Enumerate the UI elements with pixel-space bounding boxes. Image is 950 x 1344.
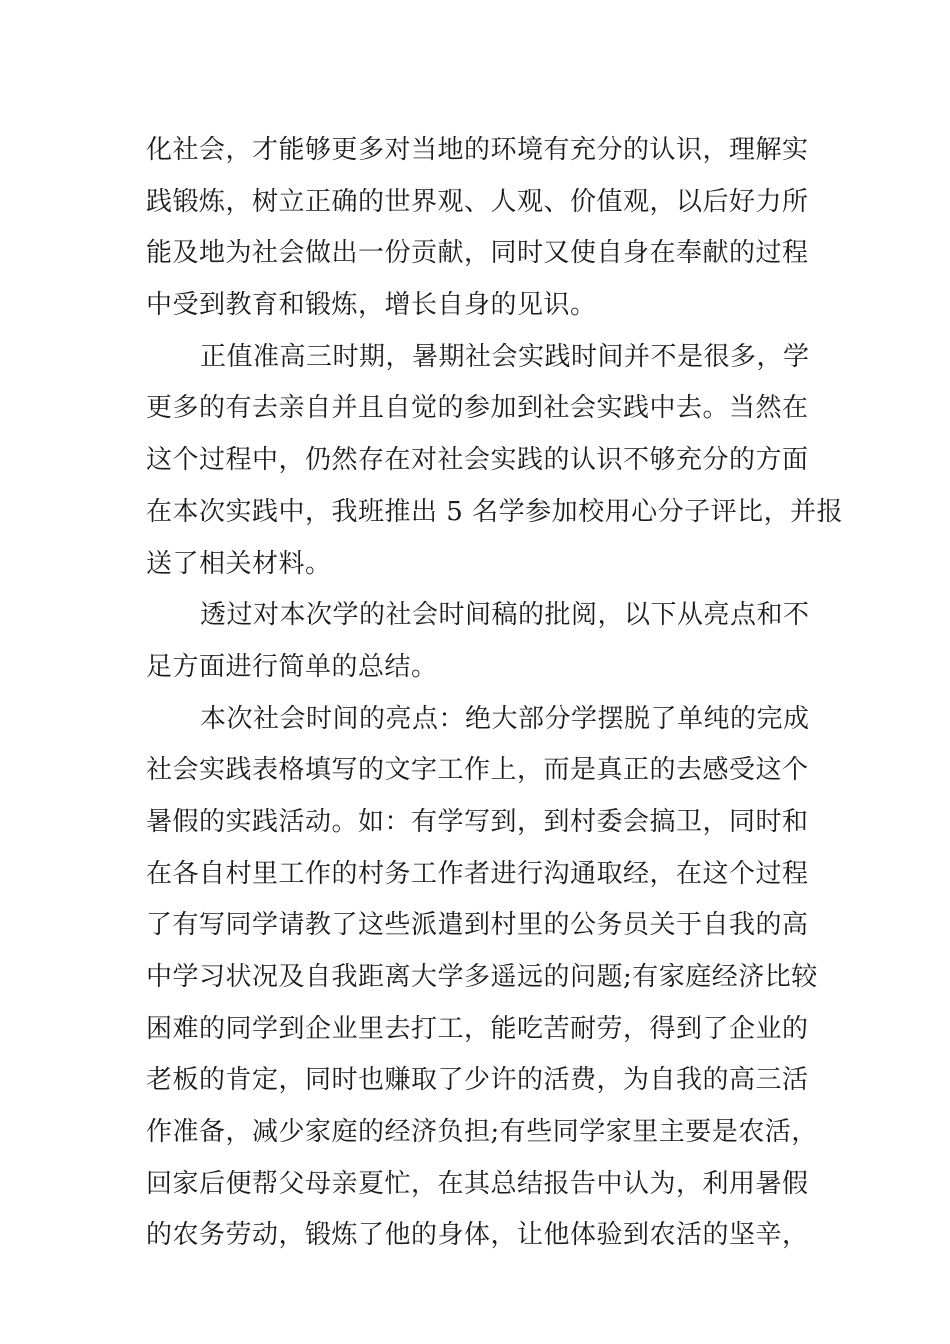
paragraph-first-line: 正值准高三时期，暑期社会实践时间并不是很多，学 (200, 341, 810, 372)
text-line: 暑假的实践活动。如：有学写到，到村委会搞卫，同时和 (146, 806, 809, 837)
paragraph-first-line: 本次社会时间的亮点：绝大部分学摆脱了单纯的完成 (200, 703, 810, 734)
text-line: 老板的肯定，同时也赚取了少许的活费，为自我的高三活 (146, 1065, 809, 1096)
document-body (146, 125, 844, 1262)
text-line: 足方面进行简单的总结。 (146, 651, 438, 682)
text-line: 中学习状况及自我距离大学多遥远的问题;有家庭经济比较 (146, 962, 818, 992)
text-line: 在本次实践中，我班推出 5 名学参加校用心分子评比，并报 (146, 496, 844, 527)
text-line: 践锻炼，树立正确的世界观、人观、价值观，以后好力所 (146, 186, 809, 217)
text-line: 作准备，减少家庭的经济负担;有些同学家里主要是农活， (146, 1117, 818, 1148)
text-line: 更多的有去亲自并且自觉的参加到社会实践中去。当然在 (146, 393, 809, 424)
text-line: 中受到教育和锻炼，增长自身的见识。 (146, 290, 597, 321)
text-line: 送了相关材料。 (146, 548, 332, 579)
paragraph-first-line: 透过对本次学的社会时间稿的批阅，以下从亮点和不 (200, 600, 810, 631)
text-line: 社会实践表格填写的文字工作上，而是真正的去感受这个 (146, 755, 809, 786)
text-line: 能及地为社会做出一份贡献，同时又使自身在奉献的过程 (146, 238, 809, 269)
text-line: 回家后便帮父母亲夏忙，在其总结报告中认为，利用暑假 (146, 1168, 809, 1199)
text-line: 这个过程中，仍然存在对社会实践的认识不够充分的方面 (146, 445, 809, 476)
text-line: 了有写同学请教了这些派遣到村里的公务员关于自我的高 (146, 910, 809, 941)
text-line: 化社会，才能够更多对当地的环境有充分的认识，理解实 (146, 135, 809, 165)
text-line: 困难的同学到企业里去打工，能吃苦耐劳，得到了企业的 (146, 1013, 809, 1044)
text-line: 在各自村里工作的村务工作者进行沟通取经，在这个过程 (146, 858, 809, 889)
text-line: 的农务劳动，锻炼了他的身体，让他体验到农活的坚辛， (146, 1220, 809, 1251)
